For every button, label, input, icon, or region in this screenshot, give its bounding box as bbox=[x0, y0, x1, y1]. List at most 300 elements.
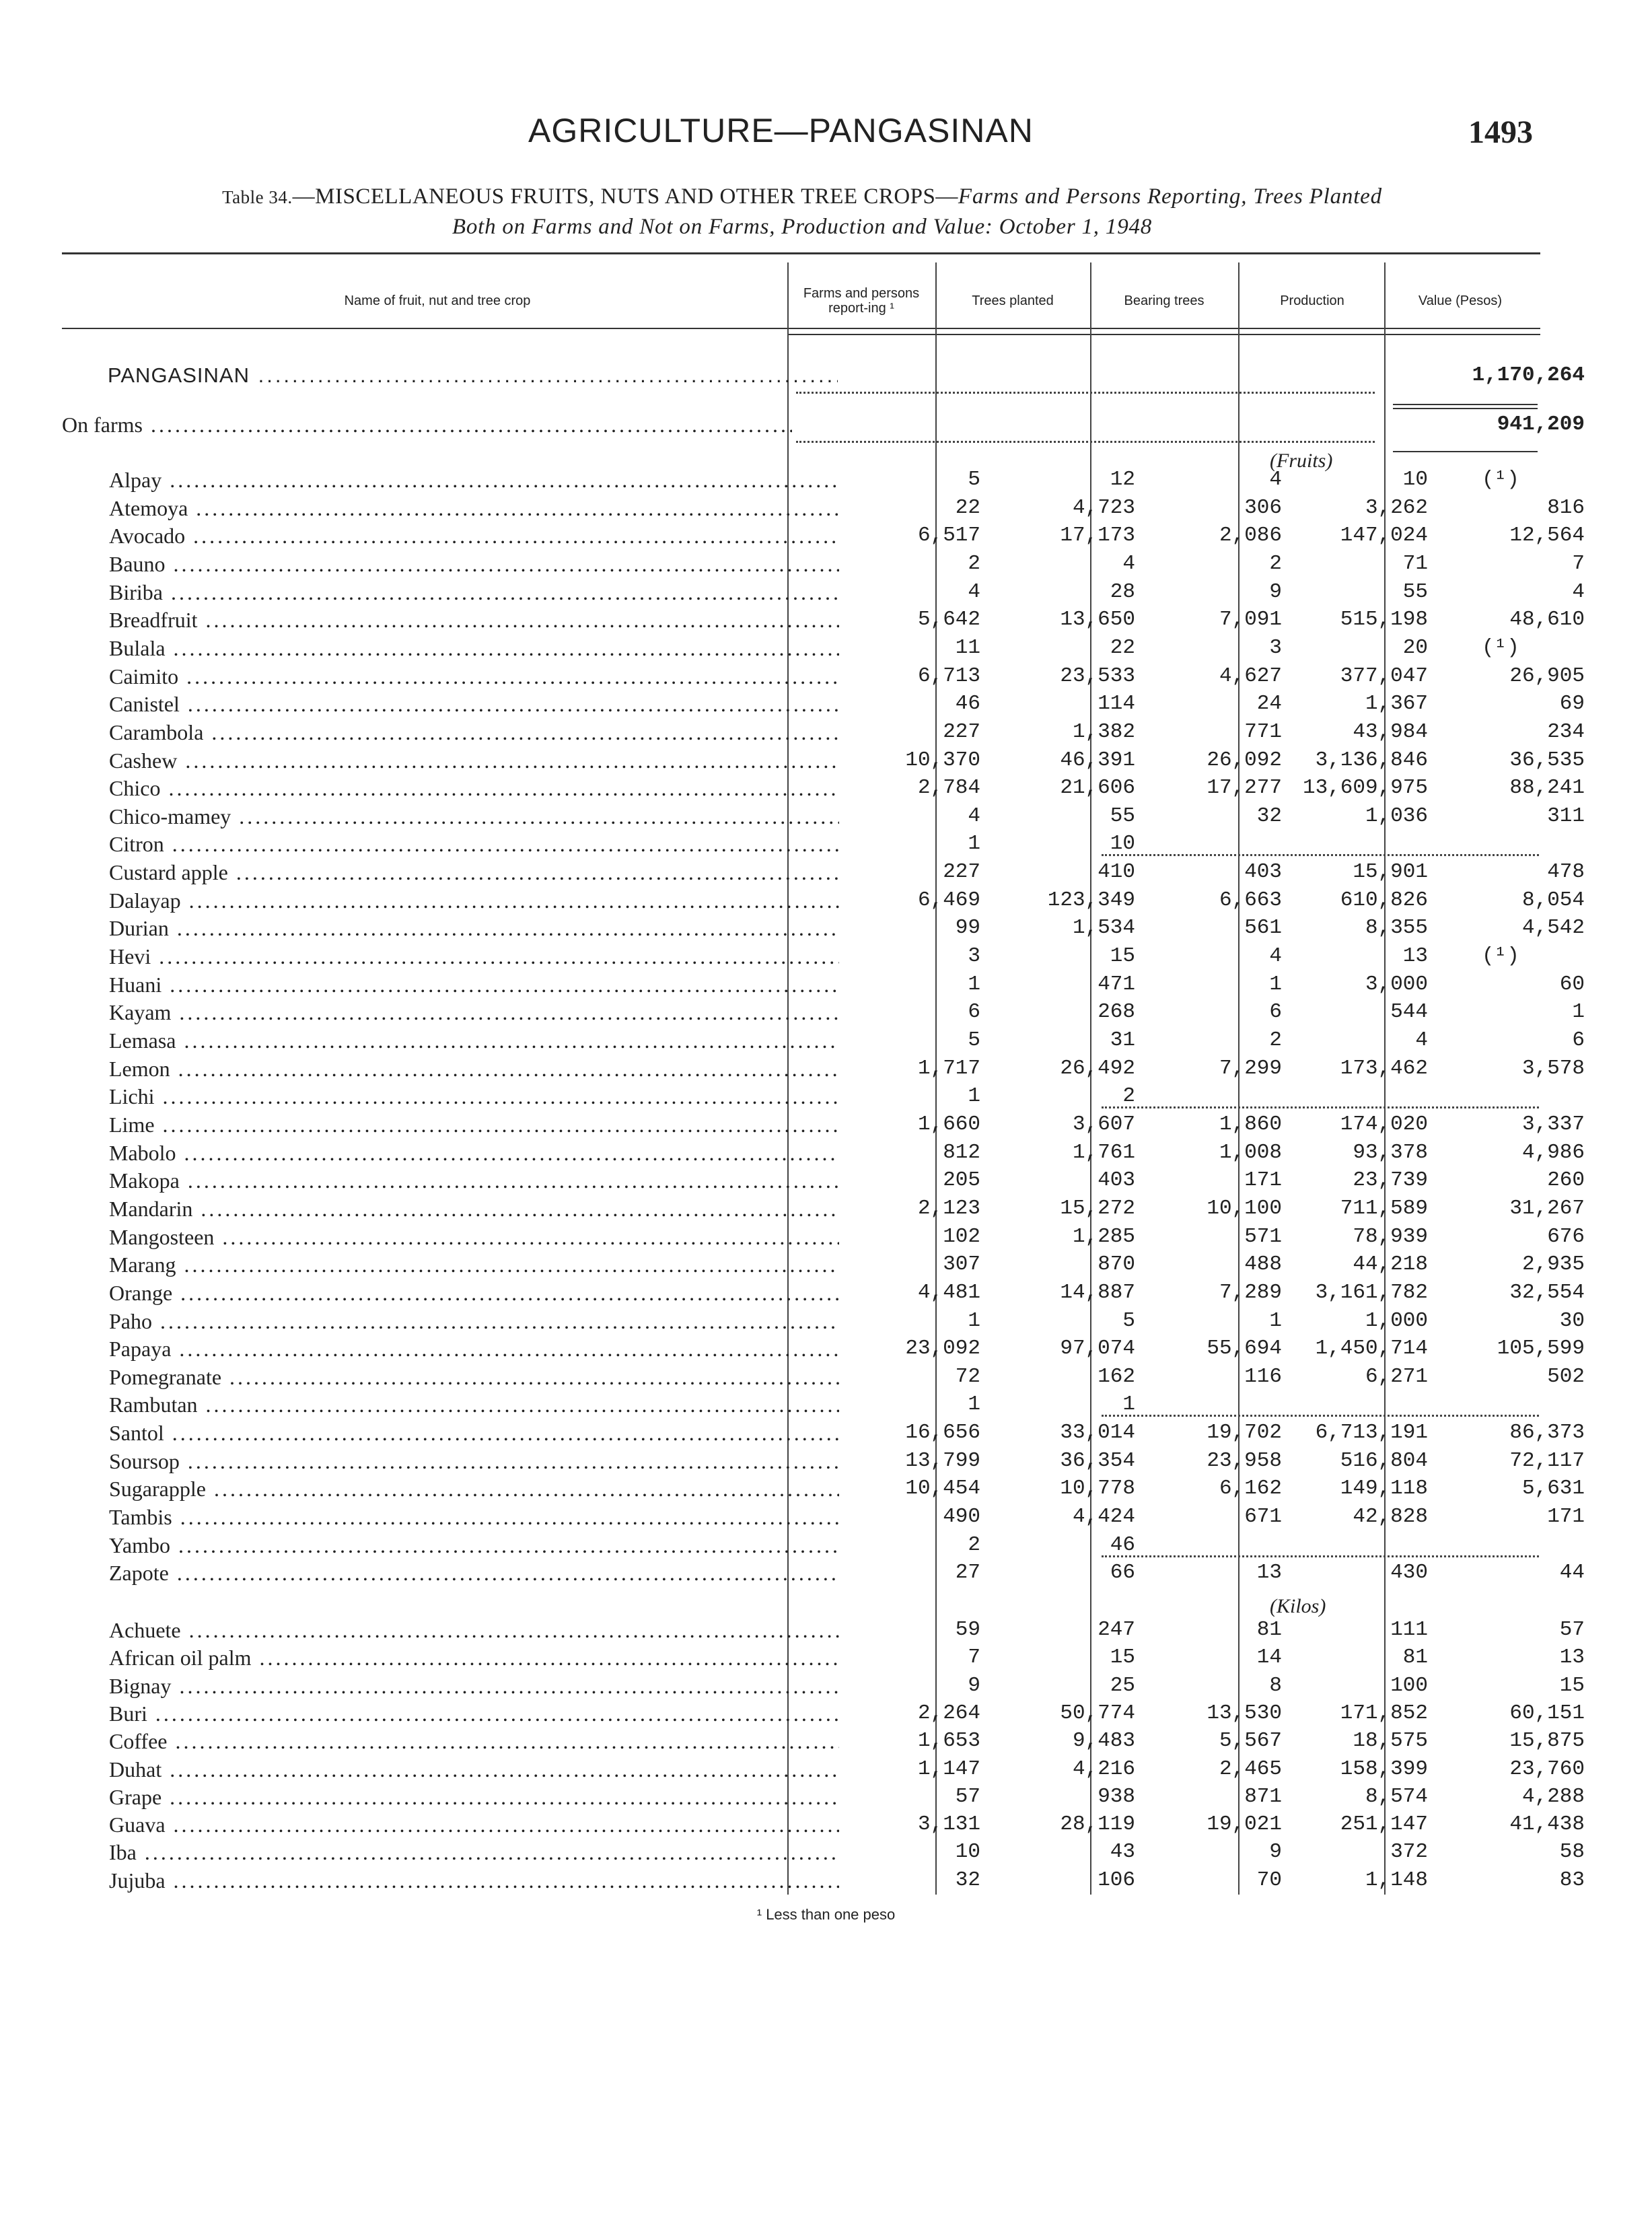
trees-planted-cell: 13,650 bbox=[1060, 608, 1135, 632]
table-row bbox=[62, 1531, 1540, 1559]
table-row bbox=[62, 1110, 1585, 1139]
value-cell: (¹) bbox=[1482, 944, 1519, 968]
farms-cell: 5 bbox=[968, 1028, 980, 1052]
trees-planted-cell: 46,391 bbox=[1060, 748, 1135, 772]
bearing-trees-cell: 561 bbox=[1244, 916, 1282, 940]
value-cell: 58 bbox=[1559, 1840, 1585, 1864]
crop-name: Citron ..... bbox=[109, 830, 839, 858]
table-row bbox=[62, 914, 1585, 942]
table-row bbox=[62, 1279, 1585, 1307]
production-cell: 377,047 bbox=[1340, 664, 1428, 688]
farms-cell: 16,656 bbox=[905, 1421, 980, 1445]
table-row bbox=[62, 494, 1585, 522]
bearing-trees-cell: 1 bbox=[1269, 972, 1282, 996]
table-row bbox=[62, 1055, 1585, 1083]
farms-cell: 5 bbox=[968, 468, 980, 491]
table-row bbox=[62, 606, 1585, 634]
trees-planted-cell: 22 bbox=[1110, 635, 1135, 660]
row-on-farms bbox=[62, 411, 1585, 439]
trees-planted-cell: 870 bbox=[1098, 1253, 1135, 1277]
production-cell: 15,901 bbox=[1353, 860, 1428, 884]
trees-planted-cell: 46 bbox=[1110, 1532, 1135, 1557]
crop-name: Huani ..... bbox=[109, 971, 839, 999]
crop-name: Sugarapple ..... bbox=[109, 1475, 839, 1503]
table-row bbox=[62, 1672, 1585, 1700]
trees-planted-cell: 9,483 bbox=[1072, 1729, 1135, 1753]
production-cell: 251,147 bbox=[1340, 1812, 1428, 1837]
trees-planted-cell: 123,349 bbox=[1047, 888, 1135, 912]
farms-cell: 1 bbox=[968, 1308, 980, 1333]
bearing-trees-cell: 70 bbox=[1256, 1868, 1282, 1892]
farms-cell: 2,784 bbox=[917, 776, 980, 800]
production-cell: 6,271 bbox=[1365, 1364, 1428, 1388]
column-header-farms: Farms and persons report-ing ¹ bbox=[803, 286, 920, 316]
farms-cell: 11 bbox=[955, 635, 980, 660]
farms-cell: 4 bbox=[968, 579, 980, 604]
table-subtitle-1: Farms and Persons Reporting, Trees Planted bbox=[958, 184, 1382, 209]
table-row bbox=[62, 858, 1585, 886]
farms-cell: 99 bbox=[955, 916, 980, 940]
farms-cell: 22 bbox=[955, 495, 980, 520]
trees-planted-cell: 31 bbox=[1110, 1028, 1135, 1052]
production-cell: 100 bbox=[1390, 1673, 1428, 1697]
production-cell: 1,148 bbox=[1365, 1868, 1428, 1892]
trees-planted-cell: 12 bbox=[1110, 468, 1135, 491]
value-cell: 4 bbox=[1572, 579, 1585, 604]
farms-cell: 7 bbox=[968, 1646, 980, 1670]
value-cell: 3,337 bbox=[1521, 1112, 1585, 1136]
empty-cells-leader bbox=[1102, 1555, 1539, 1559]
row-province-total bbox=[62, 361, 1585, 390]
production-cell: 3,262 bbox=[1365, 495, 1428, 520]
crop-name: Mangosteen ..... bbox=[109, 1223, 839, 1251]
bearing-trees-cell: 2,465 bbox=[1219, 1757, 1282, 1781]
table-row bbox=[62, 1644, 1585, 1672]
table-row bbox=[62, 942, 1540, 971]
table-row bbox=[62, 971, 1585, 999]
table-subtitle-2: Both on Farms and Not on Farms, Production and Value: October 1, 1948 bbox=[452, 215, 1153, 239]
value-cell: 30 bbox=[1559, 1308, 1585, 1333]
production-cell: 544 bbox=[1390, 1000, 1428, 1024]
table-row bbox=[62, 886, 1585, 915]
crop-name: Paho ..... bbox=[109, 1307, 839, 1335]
table-caption bbox=[62, 182, 1542, 242]
trees-planted-cell: 33,014 bbox=[1060, 1421, 1135, 1445]
table-row bbox=[62, 774, 1585, 802]
table-row bbox=[62, 466, 1540, 494]
crop-name: Alpay ..... bbox=[109, 466, 839, 494]
production-cell: 78,939 bbox=[1353, 1224, 1428, 1248]
trees-planted-cell: 23,533 bbox=[1060, 664, 1135, 688]
bearing-trees-cell: 14 bbox=[1256, 1646, 1282, 1670]
crop-name: Guava ..... bbox=[109, 1810, 839, 1839]
table-row bbox=[62, 634, 1540, 662]
trees-planted-cell: 1,382 bbox=[1072, 719, 1135, 744]
production-cell: 1,450,714 bbox=[1315, 1337, 1428, 1361]
table-row bbox=[62, 1755, 1585, 1784]
trees-planted-cell: 66 bbox=[1110, 1561, 1135, 1585]
table-row bbox=[62, 1307, 1585, 1335]
table-row bbox=[62, 1699, 1585, 1728]
bearing-trees-cell: 7,091 bbox=[1219, 608, 1282, 632]
trees-planted-cell: 1 bbox=[1122, 1392, 1135, 1417]
value-cell: 4,288 bbox=[1521, 1784, 1585, 1808]
table-row bbox=[62, 662, 1585, 691]
value-cell: 41,438 bbox=[1509, 1812, 1585, 1837]
production-cell: 171,852 bbox=[1340, 1701, 1428, 1725]
farms-cell: 4,481 bbox=[917, 1280, 980, 1304]
bearing-trees-cell: 24 bbox=[1256, 692, 1282, 716]
province-value: 1,170,264 bbox=[1472, 363, 1585, 387]
crop-name: Canistel ..... bbox=[109, 690, 839, 718]
trees-planted-cell: 10 bbox=[1110, 832, 1135, 856]
bearing-trees-cell: 2 bbox=[1269, 551, 1282, 575]
farms-cell: 1,147 bbox=[917, 1757, 980, 1781]
value-cell: 26,905 bbox=[1509, 664, 1585, 688]
value-cell: 60 bbox=[1559, 972, 1585, 996]
crop-name: Rambutan ..... bbox=[109, 1390, 839, 1419]
bearing-trees-cell: 19,702 bbox=[1207, 1421, 1282, 1445]
production-cell: 93,378 bbox=[1353, 1140, 1428, 1164]
bearing-trees-cell: 13,530 bbox=[1207, 1701, 1282, 1725]
production-cell: 174,020 bbox=[1340, 1112, 1428, 1136]
trees-planted-cell: 114 bbox=[1098, 692, 1135, 716]
value-cell: 3,578 bbox=[1521, 1056, 1585, 1080]
empty-cells-leader bbox=[1102, 854, 1539, 857]
farms-cell: 1 bbox=[968, 832, 980, 856]
farms-cell: 6 bbox=[968, 1000, 980, 1024]
table-row bbox=[62, 746, 1585, 775]
value-cell: 816 bbox=[1547, 495, 1585, 520]
production-cell: 13 bbox=[1402, 944, 1428, 968]
farms-cell: 2,123 bbox=[917, 1196, 980, 1220]
crop-name: Yambo ..... bbox=[109, 1531, 839, 1559]
value-cell: 260 bbox=[1547, 1168, 1585, 1193]
farms-cell: 2 bbox=[968, 1532, 980, 1557]
farms-cell: 812 bbox=[943, 1140, 980, 1164]
production-cell: 149,118 bbox=[1340, 1477, 1428, 1501]
crop-name: Papaya ..... bbox=[109, 1335, 839, 1363]
value-cell: 15 bbox=[1559, 1673, 1585, 1697]
empty-cells-leader bbox=[1102, 1106, 1539, 1110]
trees-planted-cell: 2 bbox=[1122, 1084, 1135, 1108]
value-cell: 13 bbox=[1559, 1646, 1585, 1670]
bearing-trees-cell: 488 bbox=[1244, 1253, 1282, 1277]
production-cell: 6,713,191 bbox=[1315, 1421, 1428, 1445]
farms-cell: 9 bbox=[968, 1673, 980, 1697]
trees-planted-cell: 36,354 bbox=[1060, 1448, 1135, 1473]
bearing-trees-cell: 8 bbox=[1269, 1673, 1282, 1697]
farms-cell: 227 bbox=[943, 719, 980, 744]
production-cell: 42,828 bbox=[1353, 1505, 1428, 1529]
value-cell: 31,267 bbox=[1509, 1196, 1585, 1220]
farms-cell: 3 bbox=[968, 944, 980, 968]
production-cell: 3,161,782 bbox=[1315, 1280, 1428, 1304]
column-header-production: Production bbox=[1280, 293, 1344, 308]
caption-line-2 bbox=[62, 212, 1542, 242]
trees-planted-cell: 938 bbox=[1098, 1784, 1135, 1808]
crop-name: Buri ..... bbox=[109, 1699, 839, 1728]
farms-cell: 10,454 bbox=[905, 1477, 980, 1501]
crop-name: Lichi ..... bbox=[109, 1082, 839, 1110]
trees-planted-cell: 28 bbox=[1110, 579, 1135, 604]
unit-kilos: (Kilos) bbox=[1270, 1595, 1326, 1617]
crop-name: Lime ..... bbox=[109, 1110, 839, 1139]
crop-name: Achuete ..... bbox=[109, 1616, 839, 1644]
farms-cell: 72 bbox=[955, 1364, 980, 1388]
bearing-trees-cell: 17,277 bbox=[1207, 776, 1282, 800]
trees-planted-cell: 1,761 bbox=[1072, 1140, 1135, 1164]
bearing-trees-cell: 871 bbox=[1244, 1784, 1282, 1808]
bearing-trees-cell: 5,567 bbox=[1219, 1729, 1282, 1753]
table-title: —MISCELLANEOUS FRUITS, NUTS AND OTHER TREE CROPS— bbox=[292, 184, 958, 209]
bearing-trees-cell: 19,021 bbox=[1207, 1812, 1282, 1837]
trees-planted-cell: 97,074 bbox=[1060, 1337, 1135, 1361]
value-cell: 171 bbox=[1547, 1505, 1585, 1529]
crop-name: Bauno ..... bbox=[109, 550, 839, 578]
bearing-trees-cell: 571 bbox=[1244, 1224, 1282, 1248]
trees-planted-cell: 403 bbox=[1098, 1168, 1135, 1193]
table-row bbox=[62, 718, 1585, 746]
table-row bbox=[62, 1139, 1585, 1167]
production-cell: 20 bbox=[1402, 635, 1428, 660]
bearing-trees-cell: 2,086 bbox=[1219, 524, 1282, 548]
trees-planted-cell: 247 bbox=[1098, 1618, 1135, 1642]
farms-cell: 1 bbox=[968, 1392, 980, 1417]
crop-name: Lemasa ..... bbox=[109, 1026, 839, 1055]
crop-name: Caimito ..... bbox=[109, 662, 839, 691]
bearing-trees-cell: 403 bbox=[1244, 860, 1282, 884]
farms-cell: 102 bbox=[943, 1224, 980, 1248]
farms-cell: 13,799 bbox=[905, 1448, 980, 1473]
crop-name: Mabolo ..... bbox=[109, 1139, 839, 1167]
column-header-trees-planted: Trees planted bbox=[972, 293, 1054, 308]
production-cell: 8,574 bbox=[1365, 1784, 1428, 1808]
farms-cell: 1,717 bbox=[917, 1056, 980, 1080]
value-cell: 48,610 bbox=[1509, 608, 1585, 632]
value-cell: (¹) bbox=[1482, 468, 1519, 491]
crop-name: Chico ..... bbox=[109, 774, 839, 802]
column-header-bearing: Bearing trees bbox=[1124, 293, 1205, 308]
table-row bbox=[62, 1195, 1585, 1223]
bearing-trees-cell: 4 bbox=[1269, 468, 1282, 491]
trees-planted-cell: 1,534 bbox=[1072, 916, 1135, 940]
production-cell: 111 bbox=[1390, 1618, 1428, 1642]
table-row bbox=[62, 1783, 1585, 1811]
farms-cell: 46 bbox=[955, 692, 980, 716]
province-underline bbox=[1393, 404, 1538, 405]
value-cell: 6 bbox=[1572, 1028, 1585, 1052]
farms-cell: 1,660 bbox=[917, 1112, 980, 1136]
farms-cell: 1,653 bbox=[917, 1729, 980, 1753]
farms-cell: 23,092 bbox=[905, 1337, 980, 1361]
farms-cell: 6,713 bbox=[917, 664, 980, 688]
running-head bbox=[0, 111, 1652, 165]
value-cell: 5,631 bbox=[1521, 1477, 1585, 1501]
farms-cell: 10,370 bbox=[905, 748, 980, 772]
production-cell: 515,198 bbox=[1340, 608, 1428, 632]
trees-planted-cell: 3,607 bbox=[1072, 1112, 1135, 1136]
trees-planted-cell: 15 bbox=[1110, 1646, 1135, 1670]
crop-name: Carambola ..... bbox=[109, 718, 839, 746]
bearing-trees-cell: 9 bbox=[1269, 1840, 1282, 1864]
crop-name: Cashew ..... bbox=[109, 746, 839, 775]
bearing-trees-cell: 671 bbox=[1244, 1505, 1282, 1529]
trees-planted-cell: 28,119 bbox=[1060, 1812, 1135, 1837]
trees-planted-cell: 4,723 bbox=[1072, 495, 1135, 520]
bearing-trees-cell: 306 bbox=[1244, 495, 1282, 520]
trees-planted-cell: 15,272 bbox=[1060, 1196, 1135, 1220]
bearing-trees-cell: 1,008 bbox=[1219, 1140, 1282, 1164]
farms-cell: 205 bbox=[943, 1168, 980, 1193]
production-cell: 4 bbox=[1415, 1028, 1428, 1052]
table-row bbox=[62, 1810, 1585, 1839]
column-header-name: Name of fruit, nut and tree crop bbox=[344, 293, 531, 308]
value-cell: 234 bbox=[1547, 719, 1585, 744]
crop-name: Grape ..... bbox=[109, 1783, 839, 1811]
bearing-trees-cell: 3 bbox=[1269, 635, 1282, 660]
crop-name: Jujuba ..... bbox=[109, 1866, 839, 1895]
value-cell: 83 bbox=[1559, 1868, 1585, 1892]
bearing-trees-cell: 7,299 bbox=[1219, 1056, 1282, 1080]
trees-planted-cell: 106 bbox=[1098, 1868, 1135, 1892]
trees-planted-cell: 4,216 bbox=[1072, 1757, 1135, 1781]
value-cell: 2,935 bbox=[1521, 1253, 1585, 1277]
value-cell: 478 bbox=[1547, 860, 1585, 884]
production-cell: 8,355 bbox=[1365, 916, 1428, 940]
table-row bbox=[62, 578, 1585, 606]
value-cell: 676 bbox=[1547, 1224, 1585, 1248]
production-cell: 3,000 bbox=[1365, 972, 1428, 996]
crop-name: Chico-mamey ..... bbox=[109, 802, 839, 831]
production-cell: 516,804 bbox=[1340, 1448, 1428, 1473]
table-row bbox=[62, 1026, 1585, 1055]
value-cell: 88,241 bbox=[1509, 776, 1585, 800]
table-row bbox=[62, 1475, 1585, 1503]
value-cell: 105,599 bbox=[1497, 1337, 1585, 1361]
bearing-trees-cell: 26,092 bbox=[1207, 748, 1282, 772]
farms-cell: 307 bbox=[943, 1253, 980, 1277]
value-cell: 36,535 bbox=[1509, 748, 1585, 772]
value-cell: 23,760 bbox=[1509, 1757, 1585, 1781]
bearing-trees-cell: 23,958 bbox=[1207, 1448, 1282, 1473]
table-label: Table 34. bbox=[222, 187, 293, 207]
trees-planted-cell: 15 bbox=[1110, 944, 1135, 968]
value-cell: 1 bbox=[1572, 1000, 1585, 1024]
caption-line-1 bbox=[62, 182, 1542, 212]
value-cell: (¹) bbox=[1482, 635, 1519, 660]
crop-name: Zapote ..... bbox=[109, 1559, 839, 1587]
production-cell: 1,367 bbox=[1365, 692, 1428, 716]
table-row bbox=[62, 998, 1585, 1026]
farms-cell: 1 bbox=[968, 1084, 980, 1108]
table-row bbox=[62, 1082, 1540, 1110]
trees-planted-cell: 5 bbox=[1122, 1308, 1135, 1333]
trees-planted-cell: 410 bbox=[1098, 860, 1135, 884]
value-cell: 60,151 bbox=[1509, 1701, 1585, 1725]
table-row bbox=[62, 1363, 1585, 1391]
farms-cell: 59 bbox=[955, 1618, 980, 1642]
head-rule-2 bbox=[787, 334, 1540, 335]
value-cell: 4,542 bbox=[1521, 916, 1585, 940]
crop-name: Breadfruit ..... bbox=[109, 606, 839, 634]
value-cell: 502 bbox=[1547, 1364, 1585, 1388]
value-cell: 72,117 bbox=[1509, 1448, 1585, 1473]
table-row bbox=[62, 1559, 1585, 1587]
production-cell: 1,000 bbox=[1365, 1308, 1428, 1333]
running-title: AGRICULTURE—PANGASINAN bbox=[528, 112, 1034, 149]
farms-cell: 1 bbox=[968, 972, 980, 996]
trees-planted-cell: 471 bbox=[1098, 972, 1135, 996]
crop-name: Tambis ..... bbox=[109, 1503, 839, 1531]
crop-name: Santol ..... bbox=[109, 1419, 839, 1447]
value-cell: 7 bbox=[1572, 551, 1585, 575]
on-farms-dots bbox=[796, 441, 1375, 444]
production-cell: 430 bbox=[1390, 1561, 1428, 1585]
table-row bbox=[62, 1616, 1585, 1644]
value-cell: 32,554 bbox=[1509, 1280, 1585, 1304]
bearing-trees-cell: 13 bbox=[1256, 1561, 1282, 1585]
crop-name: Bulala ..... bbox=[109, 634, 839, 662]
table-row bbox=[62, 1866, 1585, 1895]
trees-planted-cell: 268 bbox=[1098, 1000, 1135, 1024]
table-row bbox=[62, 1447, 1585, 1475]
crop-name: Pomegranate ..... bbox=[109, 1363, 839, 1391]
farms-cell: 57 bbox=[955, 1784, 980, 1808]
footnote: ¹ Less than one peso bbox=[756, 1906, 896, 1923]
value-cell: 311 bbox=[1547, 804, 1585, 828]
trees-planted-cell: 162 bbox=[1098, 1364, 1135, 1388]
value-cell: 12,564 bbox=[1509, 524, 1585, 548]
crop-name: Coffee ..... bbox=[109, 1727, 839, 1755]
production-cell: 3,136,846 bbox=[1315, 748, 1428, 772]
province-dots bbox=[796, 392, 1375, 395]
top-rule bbox=[62, 252, 1540, 254]
crop-name: Duhat ..... bbox=[109, 1755, 839, 1784]
value-cell: 57 bbox=[1559, 1618, 1585, 1642]
production-cell: 1,036 bbox=[1365, 804, 1428, 828]
bearing-trees-cell: 55,694 bbox=[1207, 1337, 1282, 1361]
bearing-trees-cell: 116 bbox=[1244, 1364, 1282, 1388]
table-row bbox=[62, 1335, 1585, 1363]
crop-name: African oil palm ..... bbox=[109, 1644, 839, 1672]
crop-name: Mandarin ..... bbox=[109, 1195, 839, 1223]
trees-planted-cell: 43 bbox=[1110, 1840, 1135, 1864]
crop-name: Durian ..... bbox=[109, 914, 839, 942]
farms-cell: 6,469 bbox=[917, 888, 980, 912]
value-cell: 44 bbox=[1559, 1561, 1585, 1585]
bearing-trees-cell: 81 bbox=[1256, 1618, 1282, 1642]
crop-name: Orange ..... bbox=[109, 1279, 839, 1307]
value-cell: 8,054 bbox=[1521, 888, 1585, 912]
table-row bbox=[62, 830, 1540, 858]
on-farms-underline bbox=[1393, 451, 1538, 452]
crop-name: Iba ..... bbox=[109, 1838, 839, 1866]
on-farms-value: 941,209 bbox=[1497, 413, 1585, 436]
bearing-trees-cell: 2 bbox=[1269, 1028, 1282, 1052]
bearing-trees-cell: 10,100 bbox=[1207, 1196, 1282, 1220]
page-number: 1493 bbox=[1468, 114, 1533, 150]
crop-name: Custard apple ..... bbox=[109, 858, 839, 886]
column-header-value: Value (Pesos) bbox=[1418, 293, 1503, 308]
crop-name: Avocado ..... bbox=[109, 522, 839, 550]
production-cell: 44,218 bbox=[1353, 1253, 1428, 1277]
production-cell: 18,575 bbox=[1353, 1729, 1428, 1753]
production-cell: 43,984 bbox=[1353, 719, 1428, 744]
table-row bbox=[62, 1390, 1540, 1419]
crop-name: Marang ..... bbox=[109, 1250, 839, 1279]
production-cell: 71 bbox=[1402, 551, 1428, 575]
